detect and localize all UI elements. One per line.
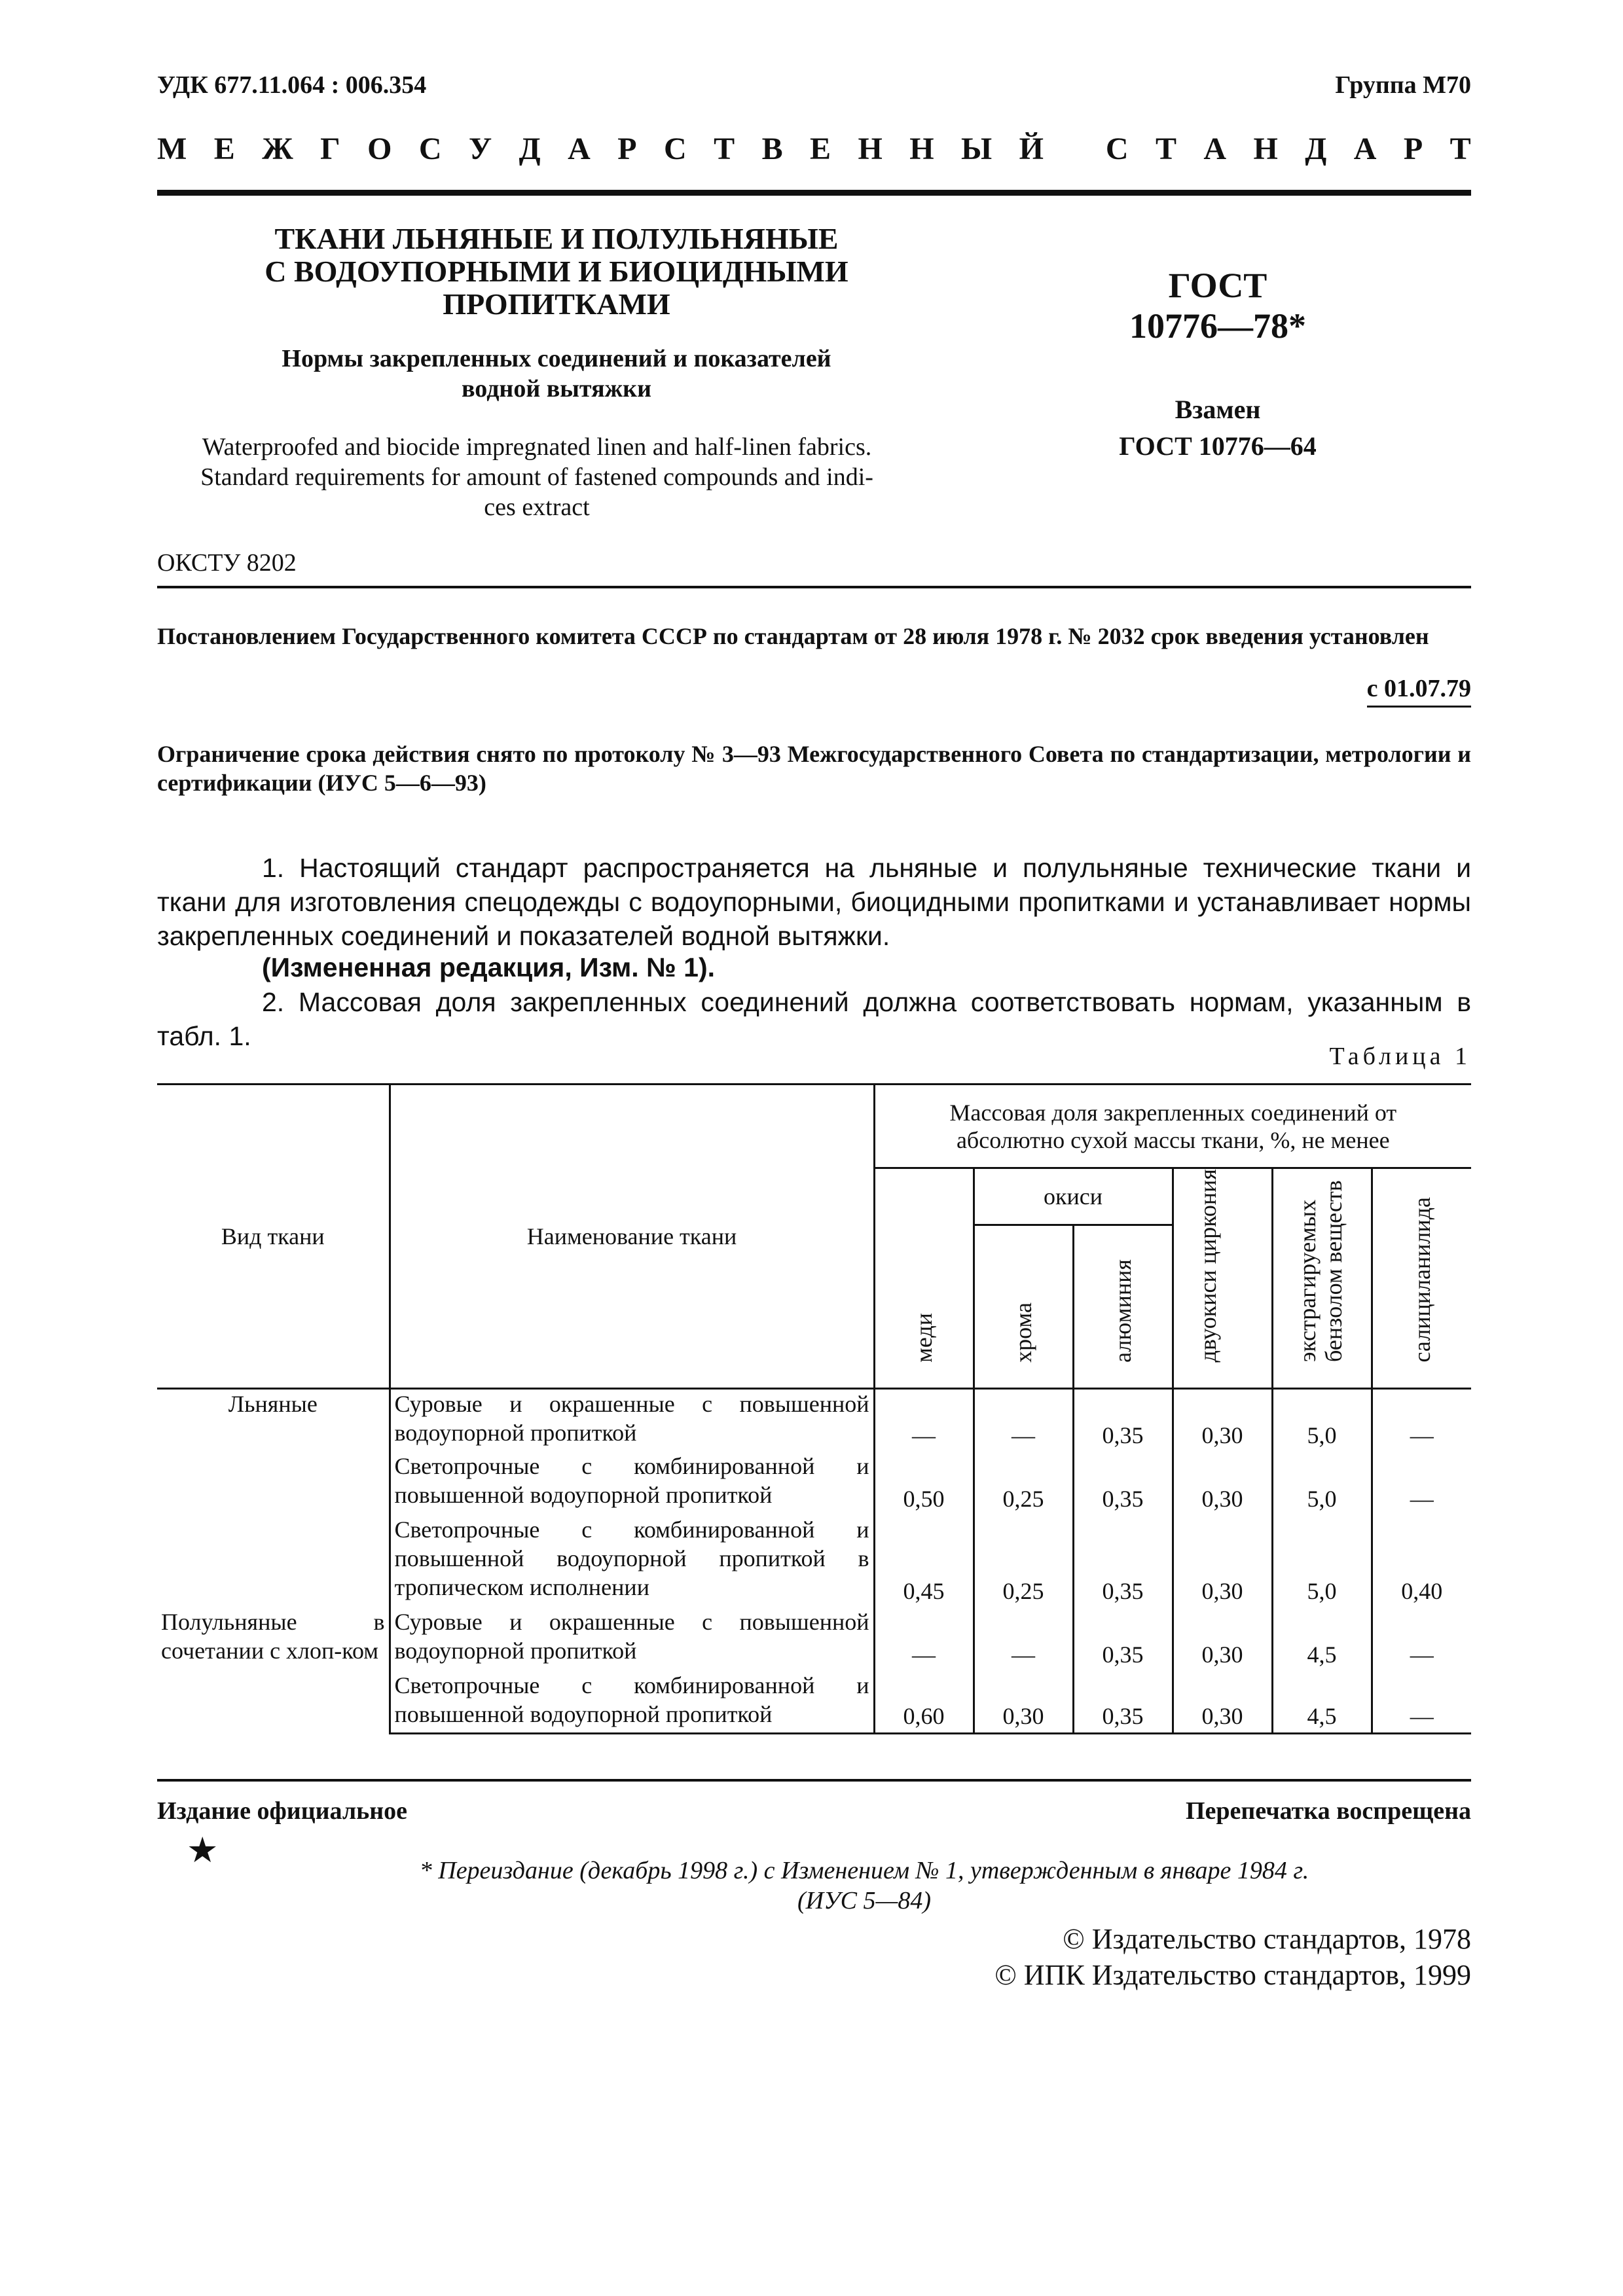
english-title: [157, 432, 917, 522]
cell-value: 0,25: [974, 1515, 1073, 1607]
cell-value: —: [974, 1389, 1073, 1452]
banner-letter: Ж: [262, 132, 293, 166]
col-header-chrome-text: хрома: [1010, 1302, 1036, 1363]
col-header-aluminum: [1073, 1225, 1173, 1389]
cell-value: 4,5: [1272, 1671, 1372, 1734]
effective-date: с 01.07.79: [1367, 674, 1471, 708]
banner-letter: Г: [320, 132, 340, 166]
cell-value: 0,30: [1173, 1452, 1272, 1515]
star-icon: ★: [187, 1831, 219, 1870]
cell-value: —: [974, 1607, 1073, 1670]
copyright-1999: © ИПК Издательство стандартов, 1999: [994, 1959, 1471, 1991]
cell-value: —: [1372, 1607, 1471, 1670]
cell-value: 0,30: [1173, 1607, 1272, 1670]
banner-letter: Ы: [961, 132, 993, 166]
col-header-salicyl-text: салициланилида: [1408, 1197, 1435, 1363]
cell-value: 5,0: [1272, 1515, 1372, 1607]
cell-value: —: [874, 1607, 974, 1670]
limitation-text: Ограничение срока действия снято по протоколу № 3—93 Межгосударственного Совета по стандартизации, метрологии и сертификации (ИУС 5—6—93): [157, 741, 1471, 796]
cell-value: 0,50: [874, 1452, 974, 1515]
cell-value: 4,5: [1272, 1607, 1372, 1670]
replaces-standard: [1021, 391, 1414, 465]
table-caption: Таблица 1: [1329, 1043, 1471, 1070]
cell-value: —: [1372, 1389, 1471, 1452]
interstate-standard-banner: [157, 131, 1471, 167]
section-rule: [157, 586, 1471, 588]
banner-letter: Т: [714, 132, 735, 166]
cell-type: Льняные: [157, 1389, 390, 1607]
banner-letter: С: [664, 132, 687, 166]
banner-letter: Р: [617, 132, 637, 166]
cell-value: 0,30: [1173, 1515, 1272, 1607]
cell-value: 0,35: [1073, 1452, 1173, 1515]
title-line: ТКАНИ ЛЬНЯНЫЕ И ПОЛУЛЬНЯНЫЕ: [274, 222, 839, 255]
col-header-zirconium: [1173, 1168, 1272, 1389]
banner-letter: М: [157, 132, 187, 166]
header-rule: [157, 190, 1471, 196]
standard-number: [1021, 265, 1414, 346]
banner-letter: О: [367, 132, 392, 166]
standard-label: ГОСТ: [1168, 266, 1267, 305]
banner-letter: А: [1353, 132, 1377, 166]
paragraph-2: 2. Массовая доля закрепленных соединений должна соответствовать нормам, указанным в табл. 1.: [157, 987, 1471, 1051]
cell-value: 0,30: [1173, 1671, 1272, 1734]
subtitle-line: Нормы закрепленных соединений и показателей: [282, 345, 831, 372]
cell-value: 0,35: [1073, 1671, 1173, 1734]
banner-letter: Р: [1403, 132, 1423, 166]
copyright-1978: © Издательство стандартов, 1978: [1063, 1923, 1471, 1955]
banner-letter: У: [468, 132, 492, 166]
cell-name: Суровые и окрашенные с повышенной водоупорной пропиткой: [390, 1607, 874, 1670]
cell-name: Суровые и окрашенные с повышенной водоупорной пропиткой: [390, 1389, 874, 1452]
banner-letter: Т: [1155, 132, 1176, 166]
replaced-standard-code: ГОСТ 10776—64: [1119, 431, 1317, 461]
document-title: [196, 223, 917, 321]
banner-letter: Й: [1019, 132, 1044, 166]
col-header-type: Вид ткани: [157, 1085, 390, 1389]
col-header-extract-text: экстрагируемых бензолом веществ: [1294, 1180, 1347, 1363]
col-header-group: Массовая доля закрепленных соединений от абсолютно сухой массы ткани, %, не менее: [874, 1085, 1471, 1168]
col-header-copper: [874, 1168, 974, 1389]
banner-letter: А: [568, 132, 591, 166]
footer-rule: [157, 1779, 1471, 1782]
col-header-chrome: [974, 1225, 1073, 1389]
cell-value: —: [1372, 1671, 1471, 1734]
col-header-aluminum-text: алюминия: [1110, 1259, 1136, 1363]
banner-letter: А: [1203, 132, 1227, 166]
cell-value: 5,0: [1272, 1389, 1372, 1452]
paragraph-1: 1. Настоящий стандарт распространяется на льняные и полульняные технические ткани и ткани для изготовления спецодежды с водоупорными, биоцидными пропитками и устанавливает нормы закрепленных соединений и показателей водной вытяжки.: [157, 853, 1471, 951]
col-header-name: Наименование ткани: [390, 1085, 874, 1389]
standard-code: 10776—78*: [1129, 306, 1306, 346]
banner-letter: С: [418, 132, 442, 166]
cell-value: 0,30: [974, 1671, 1073, 1734]
reissue-note: [288, 1856, 1440, 1916]
cell-value: 0,60: [874, 1671, 974, 1734]
banner-letter: Н: [1253, 132, 1278, 166]
cell-value: 0,25: [974, 1452, 1073, 1515]
cell-value: 5,0: [1272, 1452, 1372, 1515]
okstu-code: ОКСТУ 8202: [157, 549, 297, 577]
banner-letter: Е: [810, 132, 831, 166]
title-line: С ВОДОУПОРНЫМИ И БИОЦИДНЫМИ: [264, 255, 848, 288]
cell-value: 0,45: [874, 1515, 974, 1607]
cell-value: 0,40: [1372, 1515, 1471, 1607]
decree-text: Постановлением Государственного комитета СССР по стандартам от 28 июля 1978 г. № 2032 срок введения установлен: [157, 623, 1429, 649]
cell-value: —: [874, 1389, 974, 1452]
cell-name: Светопрочные с комбинированной и повышенной водоупорной пропиткой: [390, 1452, 874, 1515]
col-header-zirconium-text: двуокиси циркония: [1195, 1169, 1221, 1363]
cell-type: Полульняные в сочетании с хлоп-ком: [157, 1607, 390, 1734]
reissue-line: * Переиздание (декабрь 1998 г.) с Изменением № 1, утвержденным в январе 1984 г.: [419, 1857, 1309, 1884]
cell-value: 0,35: [1073, 1389, 1173, 1452]
replaces-label: Взамен: [1175, 395, 1261, 424]
banner-letter: Т: [1450, 132, 1471, 166]
banner-letter: Н: [858, 132, 883, 166]
cell-value: —: [1372, 1452, 1471, 1515]
udc-code: УДК 677.11.064 : 006.354: [157, 71, 427, 99]
banner-letter: В: [761, 132, 783, 166]
banner-letter: Н: [909, 132, 934, 166]
cell-value: 0,30: [1173, 1389, 1272, 1452]
table-row: [157, 1607, 1471, 1670]
english-title-line: Standard requirements for amount of fastened compounds and indi-: [200, 463, 873, 491]
reissue-line: (ИУС 5—84): [797, 1887, 931, 1914]
col-header-extract: [1272, 1168, 1372, 1389]
compounds-table: [157, 1083, 1471, 1734]
col-header-oxides: окиси: [974, 1168, 1173, 1225]
document-subtitle: [196, 344, 917, 404]
cell-value: 0,35: [1073, 1515, 1173, 1607]
banner-letter: Д: [1305, 132, 1327, 166]
cell-name: Светопрочные с комбинированной и повышенной водоупорной пропиткой в тропическом исполнении: [390, 1515, 874, 1607]
english-title-line: ces extract: [484, 493, 590, 521]
official-edition: Издание официальное: [157, 1797, 408, 1825]
banner-letter: Е: [213, 132, 235, 166]
subtitle-line: водной вытяжки: [462, 375, 651, 403]
group-code: Группа М70: [1335, 71, 1471, 99]
amendment-note: (Измененная редакция, Изм. № 1).: [262, 952, 716, 982]
english-title-line: Waterproofed and biocide impregnated linen and half-linen fabrics.: [202, 433, 872, 461]
title-line: ПРОПИТКАМИ: [443, 287, 670, 321]
cell-value: 0,35: [1073, 1607, 1173, 1670]
banner-letter: С: [1105, 132, 1129, 166]
banner-gap: [1070, 131, 1078, 167]
col-header-copper-text: меди: [911, 1312, 937, 1363]
reprint-prohibited: Перепечатка воспрещена: [1185, 1797, 1471, 1825]
cell-name: Светопрочные с комбинированной и повышенной водоупорной пропиткой: [390, 1671, 874, 1734]
table-row: [157, 1389, 1471, 1452]
banner-letter: Д: [519, 132, 541, 166]
col-header-salicyl: [1372, 1168, 1471, 1389]
